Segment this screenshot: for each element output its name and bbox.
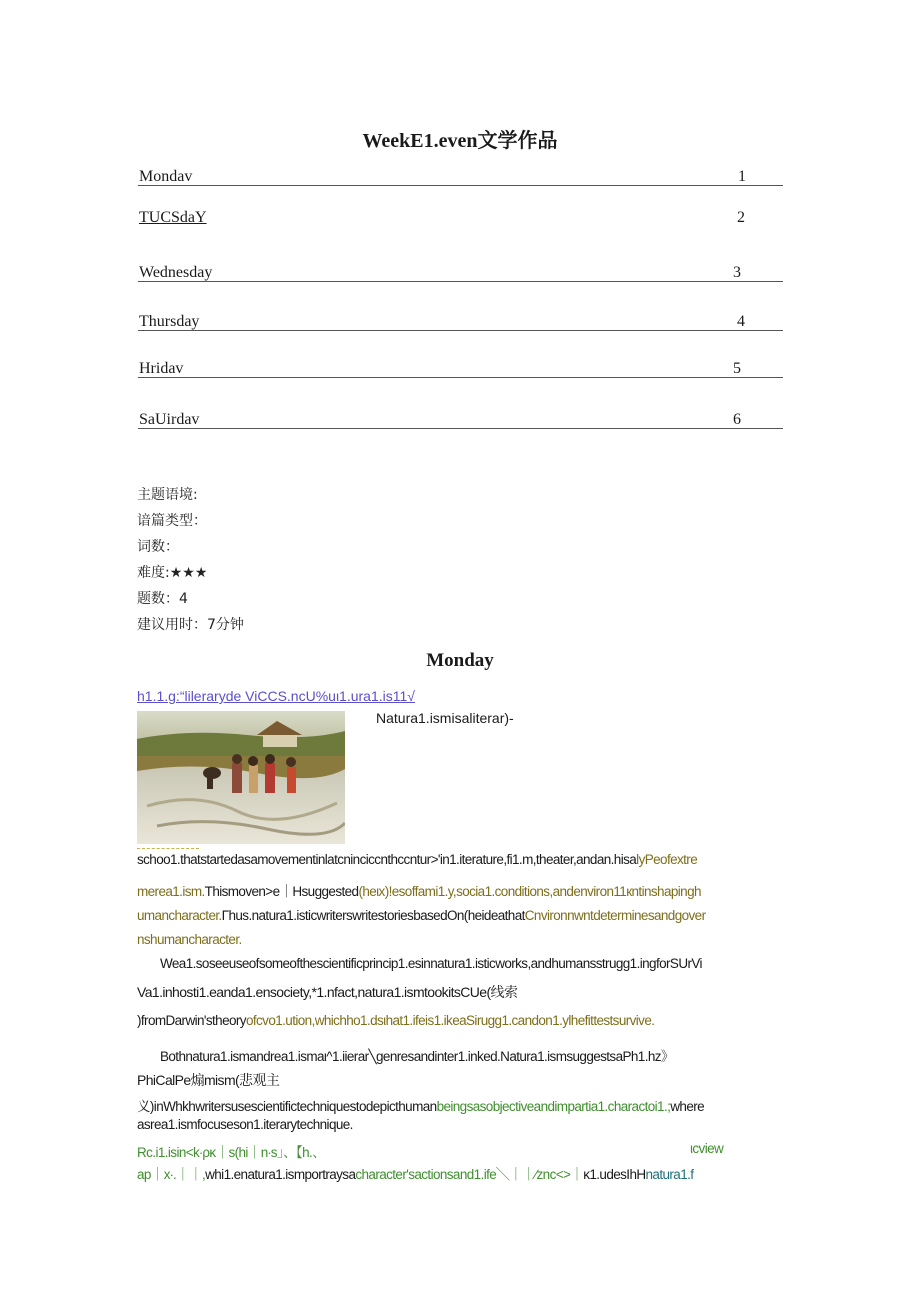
text-segment: κ1.udesIhH: [583, 1167, 646, 1182]
toc-page-number: 6: [733, 411, 741, 428]
text-segment-highlight: lyPeofextre: [636, 852, 698, 867]
toc-underline: [138, 185, 783, 186]
text-line: Va1.inhosti1.eanda1.ensociety,*1.nfact,natura1.ismtookitsCUe(线索: [137, 984, 518, 1000]
text-line: ιcview: [690, 1141, 724, 1156]
text-segment-highlight: ofcvo1.ution,whichho1.dsιhat1.ifeis1.ikeaSirugg1.candon1.ylhefittestsurvive.: [245, 1013, 655, 1028]
meta-genre: 谙篇类型：: [137, 513, 207, 529]
toc-page-number: 2: [737, 209, 745, 226]
toc-label: SaUirdav: [139, 411, 200, 428]
paragraph-intro: Natura1.ismisaliterar)-: [376, 710, 514, 726]
text-segment: )fromDarwin'stheory: [137, 1013, 246, 1028]
text-line: PhiCalPe煽mism(悲观主: [137, 1072, 280, 1088]
toc-underline: [138, 330, 783, 331]
text-line: nshumancharacter.: [137, 932, 242, 947]
source-link[interactable]: h1.1.g:“lileraryde ViCCS.ncU%uι1.ura1.is11√: [137, 688, 415, 704]
text-line: [137, 880, 701, 900]
text-line: Rc.i1.isin<k∙ρκ｜s(hi｜n∙s」、【h.、: [137, 1145, 326, 1160]
text-line: [137, 1095, 704, 1115]
meta-difficulty: 难度:★★★: [137, 565, 208, 581]
children-walking-photo: [137, 711, 345, 844]
toc-page-number: 4: [737, 313, 745, 330]
toc-underline: [138, 377, 783, 378]
text-segment: where: [670, 1099, 705, 1114]
text-segment-highlight: (heιx)!esoffami1.y,socia1.conditions,andenviron11кntinshapingh: [358, 884, 701, 899]
text-line: [137, 1163, 693, 1183]
section-title-monday: Monday: [426, 650, 494, 671]
text-line: [137, 852, 697, 867]
text-segment-highlight: Cnvironnwntdeterminesandgover: [524, 908, 706, 923]
meta-time: 建议用时：7分钟: [137, 617, 244, 633]
toc-label: TUCSdaY: [139, 209, 207, 226]
toc-label: Wednesday: [139, 264, 213, 281]
toc-label: Mondav: [139, 168, 193, 185]
text-segment-highlight: umancharacter.: [137, 908, 222, 923]
text-line: Wea1.soseeuseofsomeofthescientificprincip1.esinnatura1.isticworks,andhumansstrugg1.ingforSUrVi: [160, 956, 702, 971]
text-segment-highlight: merea1.ism.: [137, 884, 205, 899]
text-segment-highlight: ap｜x∙.｜｜,: [137, 1167, 206, 1182]
illustration-image: [137, 711, 345, 844]
text-segment: 义)inWhkhwritersusescientifictechniquestodepicthuman: [137, 1099, 437, 1114]
meta-words: 词数：: [137, 539, 179, 555]
text-line: [137, 1013, 654, 1028]
toc-page-number: 5: [733, 360, 741, 377]
text-segment-highlight: character'sactionsand1.ife╲｜｜∕znc<>｜: [355, 1167, 584, 1182]
text-line: Bothnatura1.ismandrea1.ismaι^1.iierar╲genresandinter1.inked.Natura1.ismsuggestsaPh1.hz》: [160, 1049, 674, 1064]
meta-questions: 题数：4: [137, 591, 188, 607]
text-segment: schoo1.thatstartedasamovementinlatcninciccnthccntur>'in1.iterature,fi1.m,theater,andan.hisa: [137, 852, 637, 867]
toc-underline: [138, 281, 783, 282]
toc-label: Thursday: [139, 313, 200, 330]
image-caption-rule: [137, 848, 199, 849]
text-segment: Γhus.natura1.isticwriterswritestoriesbasedOn(heideathat: [221, 908, 525, 923]
toc-row-tuesday[interactable]: [138, 208, 783, 228]
meta-theme: 主题语境:: [137, 487, 198, 503]
text-segment-highlight: natura1.f: [645, 1167, 694, 1182]
toc-row-wednesday[interactable]: [138, 260, 783, 282]
text-segment: Thismoven>e｜Hsuggested: [204, 884, 359, 899]
text-line: asrea1.ismfocuseson1.iterarytechnique.: [137, 1117, 353, 1132]
text-line: [137, 908, 705, 923]
text-segment: whi1.enatura1.ismportraysa: [205, 1167, 356, 1182]
toc-row-thursday[interactable]: [138, 309, 783, 331]
toc-underline: [138, 428, 783, 429]
toc-label: Hridav: [139, 360, 184, 377]
text-segment-highlight: beingsasobjectiveandimpartia1.charactoi1.;: [436, 1099, 671, 1114]
document-title: WeekE1.even文学作品: [362, 130, 558, 152]
toc-row-friday[interactable]: [138, 356, 783, 378]
toc-row-monday[interactable]: [138, 164, 783, 186]
toc-row-saturday[interactable]: [138, 407, 783, 429]
toc-page-number: 3: [733, 264, 741, 281]
toc-page-number: 1: [738, 168, 746, 185]
